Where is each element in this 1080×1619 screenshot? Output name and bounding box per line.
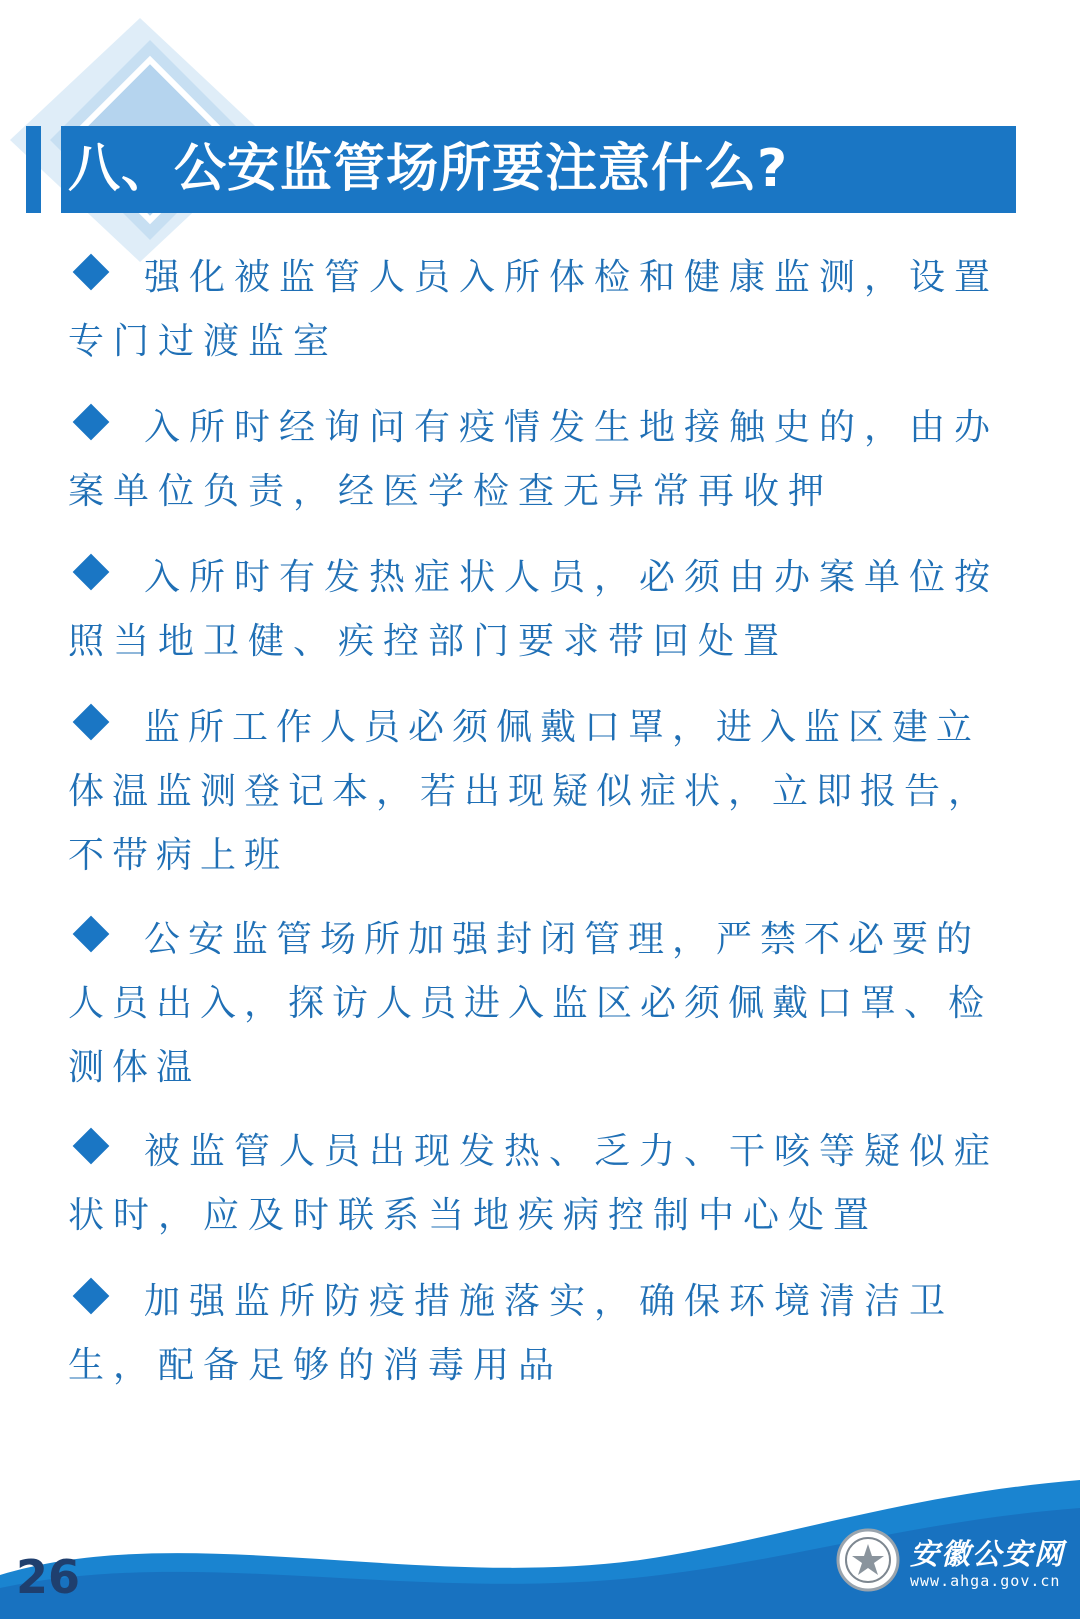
list-item xyxy=(68,908,1006,1100)
page-title: 八、公安监管场所要注意什么? xyxy=(68,139,789,199)
diamond-icon xyxy=(73,704,110,741)
item-text: 入所时经询问有疫情发生地接触史的，由办案单位负责，经医学检查无异常再收押 xyxy=(68,407,1000,512)
item-text: 公安监管场所加强封闭管理，严禁不必要的人员出入，探访人员进入监区必须佩戴口罩、检测体温 xyxy=(68,919,993,1088)
item-text: 监所工作人员必须佩戴口罩，进入监区建立体温监测登记本，若出现疑似症状，立即报告，不带病上班 xyxy=(68,707,993,876)
page-number: 26 xyxy=(16,1550,81,1604)
item-text: 入所时有发热症状人员，必须由办案单位按照当地卫健、疾控部门要求带回处置 xyxy=(68,557,1000,662)
list-item xyxy=(68,696,1006,888)
diamond-icon xyxy=(73,554,110,591)
police-emblem-icon xyxy=(836,1528,900,1592)
diamond-icon xyxy=(73,404,110,441)
item-text: 加强监所防疫措施落实，确保环境清洁卫生，配备足够的消毒用品 xyxy=(68,1281,955,1386)
diamond-icon xyxy=(73,916,110,953)
diamond-icon xyxy=(73,254,110,291)
list-item xyxy=(68,246,1006,374)
item-list xyxy=(68,246,1006,1420)
list-item xyxy=(68,396,1006,524)
diamond-icon xyxy=(73,1278,110,1315)
list-item xyxy=(68,1270,1006,1398)
brand-name: 安徽公安网 xyxy=(910,1537,1066,1571)
item-text: 强化被监管人员入所体检和健康监测，设置专门过渡监室 xyxy=(68,257,1000,362)
list-item xyxy=(68,546,1006,674)
diamond-icon xyxy=(73,1128,110,1165)
item-text: 被监管人员出现发热、乏力、干咳等疑似症状时，应及时联系当地疾病控制中心处置 xyxy=(68,1131,1000,1236)
list-item xyxy=(68,1120,1006,1248)
brand-url: www.ahga.gov.cn xyxy=(910,1572,1061,1590)
title-accent-bar xyxy=(26,126,41,213)
